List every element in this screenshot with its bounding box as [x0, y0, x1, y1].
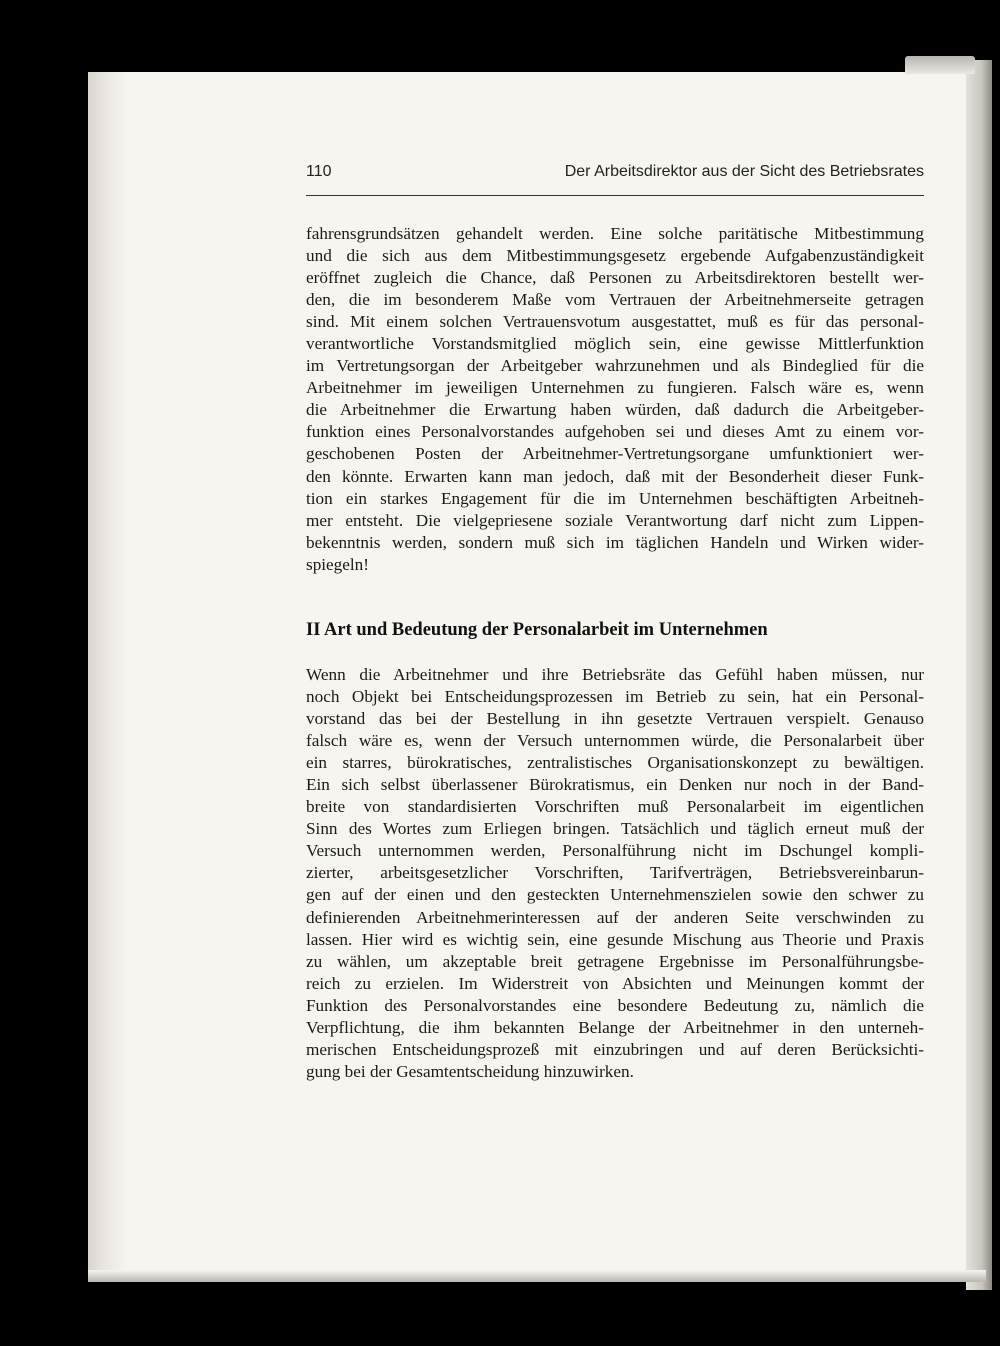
text-line: merischen Entscheidungsprozeß mit einzubringen und auf deren Berücksichti- [306, 1039, 924, 1059]
text-line: Verpflichtung, die ihm bekannten Belange der Arbeitnehmer in den unterneh- [306, 1017, 924, 1037]
text-line: falsch wäre es, wenn der Versuch unternommen würde, die Personalarbeit über [306, 731, 924, 751]
text-line: noch Objekt bei Entscheidungsprozessen im Betrieb zu sein, hat ein Personal- [306, 687, 924, 707]
text-line: funktion eines Personalvorstandes aufgehoben sei und dieses Amt zu einem vor- [306, 422, 924, 442]
text-line: zierter, arbeitsgesetzlicher Vorschriften, Tarifverträgen, Betriebsvereinbarun- [306, 863, 924, 883]
running-header [306, 163, 924, 189]
text-line: definierenden Arbeitnehmerinteressen auf der anderen Seite verschwinden zu [306, 907, 924, 927]
paragraph-1 [306, 223, 924, 576]
header-rule [306, 195, 924, 196]
text-line: ein starres, bürokratisches, zentralistisches Organisationskonzept zu bewältigen. [306, 753, 924, 773]
text-line: Arbeitnehmer im jeweiligen Unternehmen zu fungieren. Falsch wäre es, wenn [306, 378, 924, 398]
text-line: gen auf der einen und den gesteckten Unternehmenszielen sowie den schwer zu [306, 885, 924, 905]
text-line: fahrensgrundsätzen gehandelt werden. Eine solche paritätische Mitbestimmung [306, 224, 924, 243]
text-line: spiegeln! [306, 554, 370, 574]
text-line: und die sich aus dem Mitbestimmungsgesetz ergebende Aufgabenzuständigkeit [306, 246, 924, 266]
text-line: verantwortliche Vorstandsmitglied möglich sein, eine gewisse Mittlerfunktion [306, 334, 924, 354]
book-edge [966, 60, 992, 1290]
text-line: Wenn die Arbeitnehmer und ihre Betriebsräte das Gefühl haben müssen, nur [306, 665, 924, 684]
text-line: tion ein starkes Engagement für die im Unternehmen beschäftigten Arbeitneh- [306, 488, 924, 508]
text-line: den könnte. Erwarten kann man jedoch, daß mit der Besonderheit dieser Funk- [306, 466, 924, 486]
running-title: Der Arbeitsdirektor aus der Sicht des Betriebsrates [564, 163, 924, 180]
text-line: gung bei der Gesamtentscheidung hinzuwirken. [306, 1061, 634, 1081]
text-line: breite von standardisierten Vorschriften muß Personalarbeit im eigentlichen [306, 797, 924, 817]
page-bottom-shadow [88, 1270, 986, 1282]
text-line: die Arbeitnehmer die Erwartung haben würden, daß dadurch die Arbeitgeber- [306, 400, 924, 420]
text-line: sind. Mit einem solchen Vertrauensvotum ausgestattet, muß es für das personal- [306, 312, 924, 332]
text-line: im Vertretungsorgan der Arbeitgeber wahrzunehmen und als Bindeglied für die [306, 356, 924, 376]
text-line: den, die im besonderem Maße vom Vertrauen der Arbeitnehmerseite getragen [306, 290, 924, 310]
text-line: Sinn des Wortes zum Erliegen bringen. Tatsächlich und täglich erneut muß der [306, 819, 924, 839]
text-line: vorstand das bei der Bestellung in ihn gesetzte Vertrauen verspielt. Genauso [306, 709, 924, 729]
page-number: 110 [306, 163, 332, 180]
text-line: bekenntnis werden, sondern muß sich im täglichen Handeln und Wirken wider- [306, 532, 924, 552]
text-line: geschobenen Posten der Arbeitnehmer-Vertretungsorgane umfunktioniert wer- [306, 444, 924, 464]
page-gutter-shadow [88, 72, 128, 1282]
text-line: mer entsteht. Die vielgepriesene soziale Verantwortung darf nicht zum Lippen- [306, 510, 924, 530]
text-line: Ein sich selbst überlassener Bürokratismus, ein Denken nur noch in der Band- [306, 775, 924, 795]
section-heading: II Art und Bedeutung der Personalarbeit im Unternehmen [306, 620, 768, 640]
text-line: reich zu erzielen. Im Widerstreit von Absichten und Meinungen kommt der [306, 973, 924, 993]
text-line: Funktion des Personalvorstandes eine besondere Bedeutung zu, nämlich die [306, 995, 924, 1015]
text-line: zu wählen, um akzeptable breit getragene Ergebnisse im Personalführungsbe- [306, 951, 924, 971]
paragraph-2 [306, 664, 924, 1083]
text-line: Versuch unternommen werden, Personalführung nicht im Dschungel kompli- [306, 841, 924, 861]
page-tab-marker [905, 56, 975, 74]
text-line: eröffnet zugleich die Chance, daß Personen zu Arbeitsdirektoren bestellt wer- [306, 268, 924, 288]
text-line: lassen. Hier wird es wichtig sein, eine gesunde Mischung aus Theorie und Praxis [306, 929, 924, 949]
